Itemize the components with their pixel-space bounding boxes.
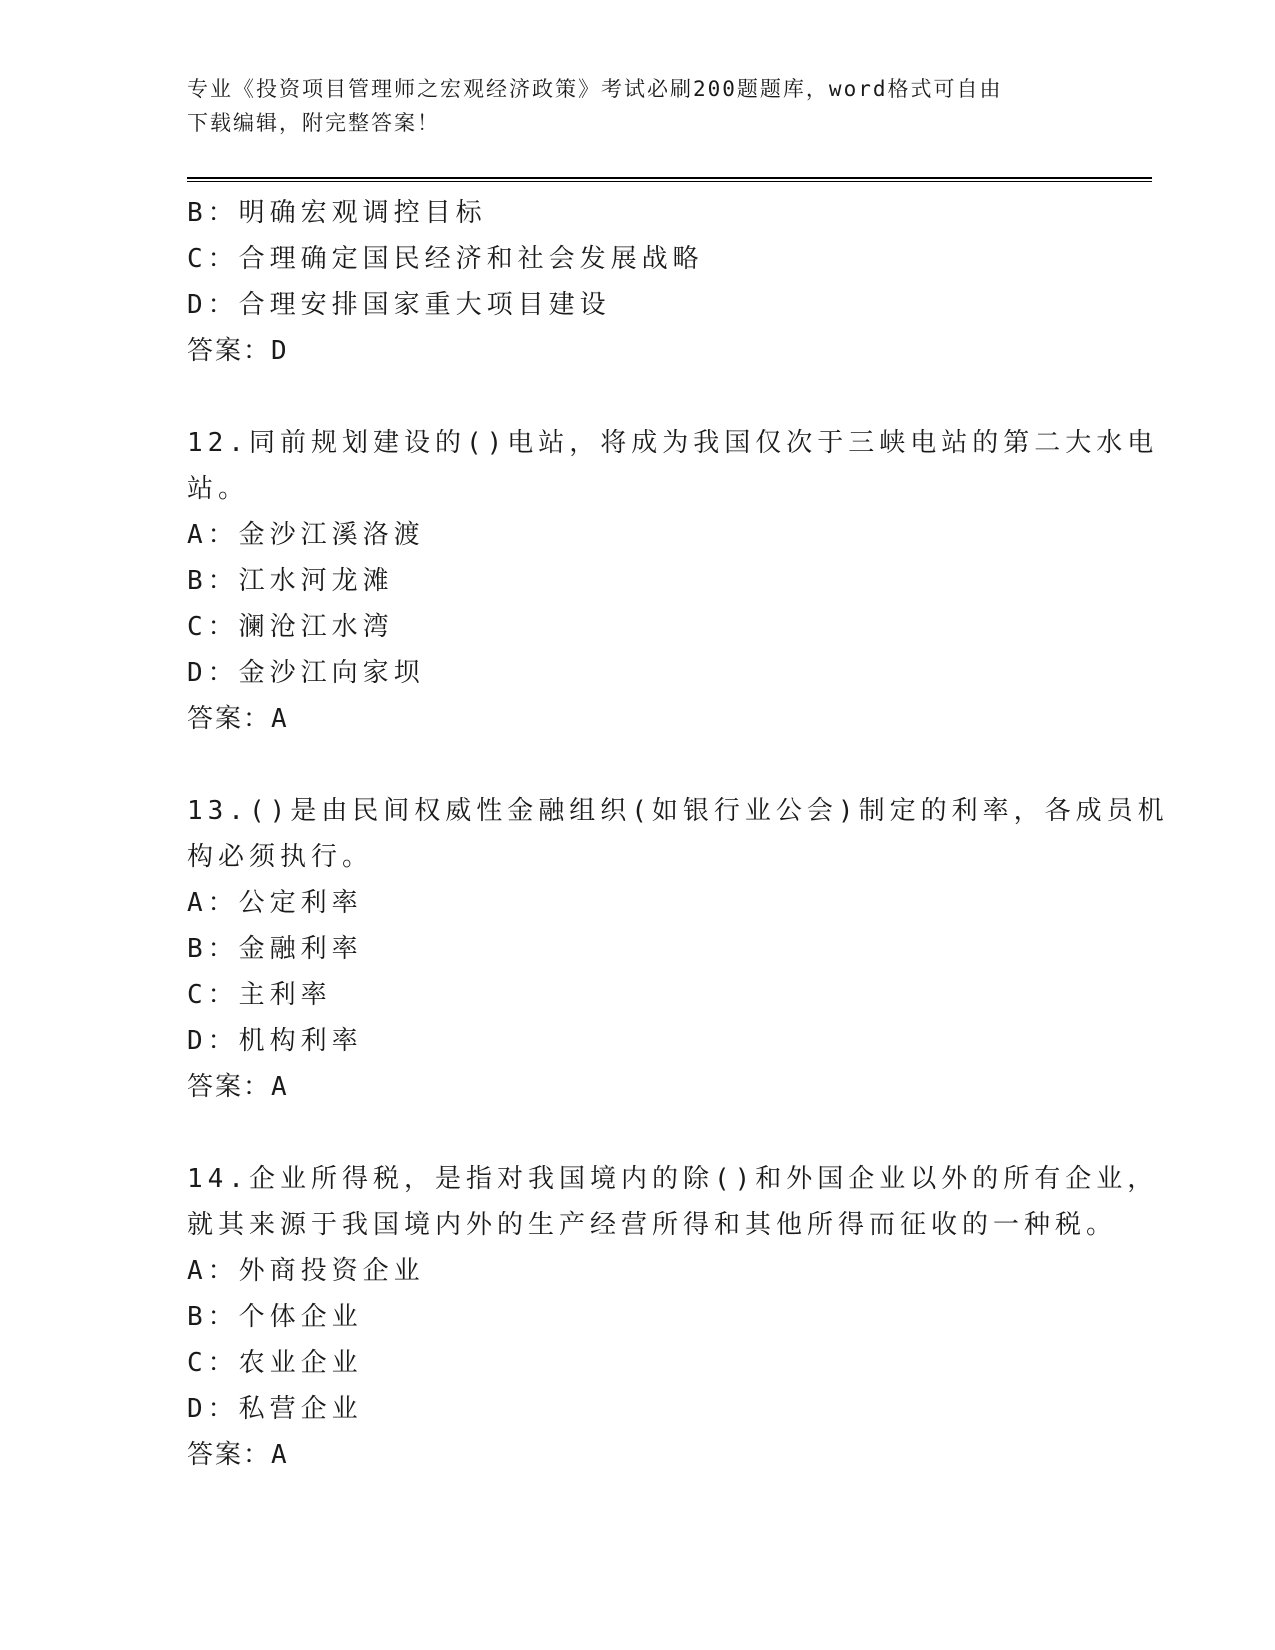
option-c: C：主利率 [187, 980, 332, 1010]
option-c: C：合理确定国民经济和社会发展战略 [187, 244, 704, 274]
question-13 [187, 788, 1169, 1110]
question-list [187, 190, 1169, 1478]
question-stem: 就其来源于我国境内外的生产经营所得和其他所得而征收的一种税。 [187, 1210, 1118, 1240]
option-d: D：金沙江向家坝 [187, 658, 425, 688]
answer: 答案：A [187, 1440, 289, 1470]
question-14 [187, 1156, 1159, 1478]
question-stem: 13.()是由民间权威性金融组织(如银行业公会)制定的利率，各成员机 [187, 796, 1169, 826]
option-c: C：澜沧江水湾 [187, 612, 394, 642]
option-d: D：私营企业 [187, 1394, 363, 1424]
option-a: A：公定利率 [187, 888, 363, 918]
option-a: A：外商投资企业 [187, 1256, 425, 1286]
header-line-2: 下载编辑，附完整答案！ [187, 111, 440, 135]
answer: 答案：A [187, 704, 289, 734]
question-12 [187, 420, 1159, 742]
option-a: A：金沙江溪洛渡 [187, 520, 425, 550]
question-stem: 构必须执行。 [187, 842, 374, 872]
header-rule-thin [187, 181, 1152, 182]
question-stem: 站。 [187, 474, 250, 504]
header-rule-thick [187, 177, 1152, 179]
header-line-1: 专业《投资项目管理师之宏观经济政策》考试必刷200题题库，word格式可自由 [187, 77, 1003, 101]
option-b: B：明确宏观调控目标 [187, 198, 487, 228]
option-d: D：机构利率 [187, 1026, 363, 1056]
answer: 答案：A [187, 1072, 289, 1102]
option-c: C：农业企业 [187, 1348, 363, 1378]
question-stem: 14.企业所得税，是指对我国境内的除()和外国企业以外的所有企业， [187, 1164, 1159, 1194]
question-stem: 12.同前规划建设的()电站，将成为我国仅次于三峡电站的第二大水电 [187, 428, 1159, 458]
option-d: D：合理安排国家重大项目建设 [187, 290, 611, 320]
question-11 [187, 190, 1087, 374]
document-header [187, 72, 1067, 140]
option-b: B：个体企业 [187, 1302, 363, 1332]
option-b: B：江水河龙滩 [187, 566, 394, 596]
answer: 答案：D [187, 336, 289, 366]
option-b: B：金融利率 [187, 934, 363, 964]
